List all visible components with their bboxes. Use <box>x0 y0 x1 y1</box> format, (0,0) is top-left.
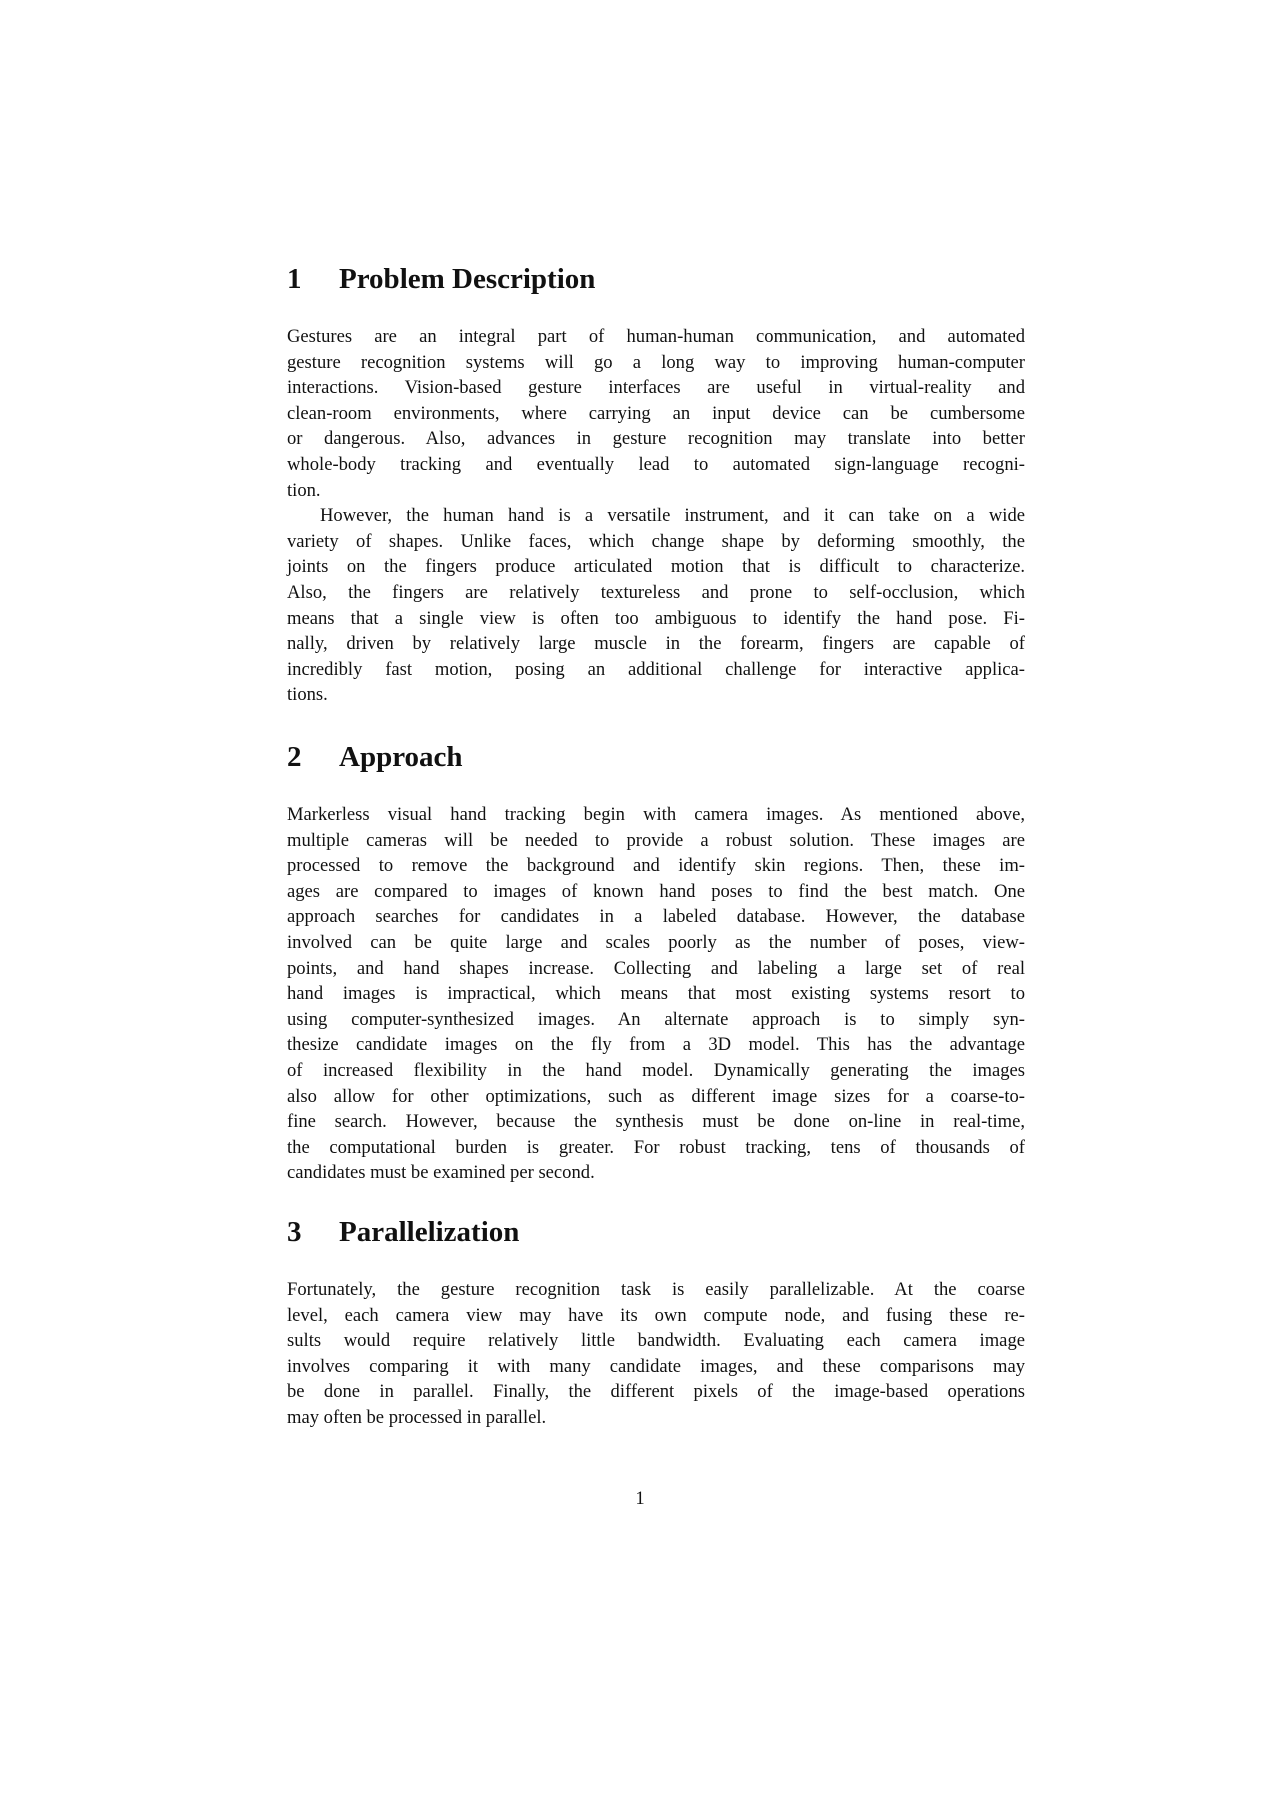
section-body <box>287 324 1025 708</box>
text-line: level, each camera view may have its own compute node, and fusing these re- <box>287 1304 1025 1326</box>
text-line: Fortunately, the gesture recognition task is easily parallelizable. At the coarse <box>287 1279 1025 1300</box>
text-line: involved can be quite large and scales poorly as the number of poses, view- <box>287 931 1025 953</box>
section-heading <box>287 1212 1025 1252</box>
text-line: means that a single view is often too ambiguous to identify the hand pose. Fi- <box>287 607 1025 629</box>
page-number: 1 <box>635 1488 645 1509</box>
paragraph <box>287 802 1025 1186</box>
text-line: gesture recognition systems will go a long way to improving human-computer <box>287 351 1025 373</box>
text-line: tion. <box>287 479 321 501</box>
text-line: Markerless visual hand tracking begin with camera images. As mentioned above, <box>287 804 1025 825</box>
text-line: fine search. However, because the synthesis must be done on-line in real-time, <box>287 1111 1025 1133</box>
section-number: 3 <box>287 1216 302 1248</box>
section-title: Approach <box>339 741 463 773</box>
text-line: may often be processed in parallel. <box>287 1406 547 1428</box>
section-number: 2 <box>287 741 302 773</box>
text-line: approach searches for candidates in a labeled database. However, the database <box>287 906 1025 928</box>
paragraph <box>287 503 1025 708</box>
text-line: whole-body tracking and eventually lead to automated sign-language recogni- <box>287 453 1025 475</box>
text-line: interactions. Vision-based gesture interfaces are useful in virtual-reality and <box>287 377 1025 399</box>
section-number: 1 <box>287 263 302 295</box>
text-line: be done in parallel. Finally, the different pixels of the image-based operations <box>287 1381 1025 1403</box>
section-heading <box>287 259 1025 299</box>
text-line: clean-room environments, where carrying an input device can be cumbersome <box>287 402 1025 424</box>
section-approach <box>287 737 1025 1186</box>
text-line: candidates must be examined per second. <box>287 1162 595 1184</box>
text-line: thesize candidate images on the fly from a 3D model. This has the advantage <box>287 1034 1025 1056</box>
text-line: Also, the fingers are relatively textureless and prone to self-occlusion, which <box>287 581 1025 603</box>
text-line: multiple cameras will be needed to provide a robust solution. These images are <box>287 829 1025 851</box>
text-line: However, the human hand is a versatile instrument, and it can take on a wide <box>320 505 1025 527</box>
section-problem-description <box>287 259 1025 708</box>
text-line: tions. <box>287 684 328 706</box>
section-body <box>287 1277 1025 1431</box>
text-line: Gestures are an integral part of human-human communication, and automated <box>287 326 1025 347</box>
text-line: sults would require relatively little bandwidth. Evaluating each camera image <box>287 1330 1025 1352</box>
section-title: Problem Description <box>339 263 596 295</box>
text-line: points, and hand shapes increase. Collecting and labeling a large set of real <box>287 957 1025 979</box>
text-line: incredibly fast motion, posing an additional challenge for interactive applica- <box>287 658 1025 680</box>
text-line: joints on the fingers produce articulated motion that is difficult to characterize. <box>287 556 1025 578</box>
text-line: using computer-synthesized images. An alternate approach is to simply syn- <box>287 1008 1025 1030</box>
text-line: the computational burden is greater. For robust tracking, tens of thousands of <box>287 1136 1025 1158</box>
paragraph <box>287 324 1025 503</box>
text-line: variety of shapes. Unlike faces, which change shape by deforming smoothly, the <box>287 530 1025 552</box>
section-parallelization <box>287 1212 1025 1431</box>
text-line: also allow for other optimizations, such as different image sizes for a coarse-to- <box>287 1085 1025 1107</box>
text-line: involves comparing it with many candidate images, and these comparisons may <box>287 1355 1025 1377</box>
section-heading <box>287 737 1025 777</box>
text-line: nally, driven by relatively large muscle in the forearm, fingers are capable of <box>287 633 1025 655</box>
paragraph <box>287 1277 1025 1431</box>
section-body <box>287 802 1025 1186</box>
text-line: processed to remove the background and identify skin regions. Then, these im- <box>287 855 1025 877</box>
text-line: ages are compared to images of known hand poses to find the best match. One <box>287 880 1025 902</box>
text-line: or dangerous. Also, advances in gesture recognition may translate into better <box>287 428 1025 450</box>
text-line: hand images is impractical, which means that most existing systems resort to <box>287 983 1025 1005</box>
section-title: Parallelization <box>339 1216 520 1248</box>
text-line: of increased flexibility in the hand model. Dynamically generating the images <box>287 1059 1025 1081</box>
